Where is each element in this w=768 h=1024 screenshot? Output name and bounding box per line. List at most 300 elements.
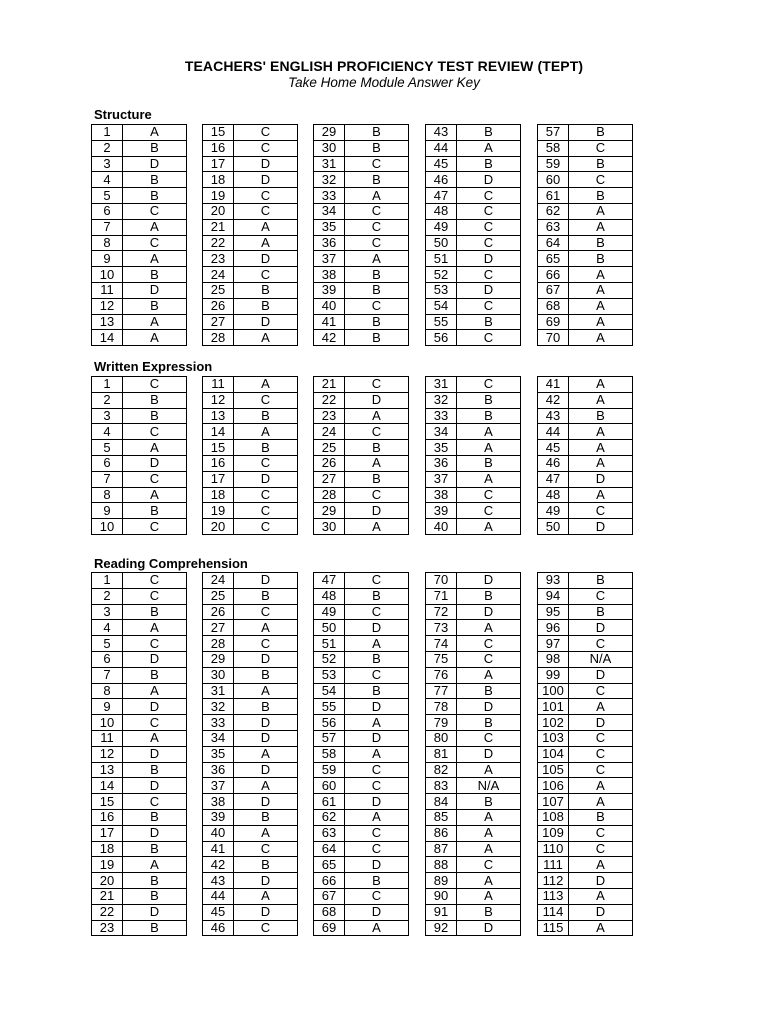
question-number: 104 — [538, 746, 569, 762]
table-row — [314, 904, 409, 920]
question-number: 14 — [92, 330, 123, 346]
table-row — [203, 330, 298, 346]
answer-letter: B — [123, 841, 187, 857]
answer-letter: D — [345, 730, 409, 746]
answer-letter: C — [457, 188, 521, 204]
table-row — [92, 651, 187, 667]
answer-letter: D — [345, 904, 409, 920]
answer-letter: D — [569, 904, 633, 920]
table-row — [92, 314, 187, 330]
table-row — [203, 888, 298, 904]
answer-letter: C — [345, 156, 409, 172]
answer-letter: D — [569, 873, 633, 889]
table-row — [203, 503, 298, 519]
table-row — [426, 156, 521, 172]
answer-letter: C — [569, 841, 633, 857]
answer-letter: A — [569, 857, 633, 873]
table-row — [203, 841, 298, 857]
table-row — [92, 440, 187, 456]
question-number: 44 — [538, 424, 569, 440]
table-row — [203, 667, 298, 683]
table-row — [314, 762, 409, 778]
table-row — [92, 620, 187, 636]
table-row — [538, 298, 633, 314]
table-row — [92, 573, 187, 589]
question-number: 35 — [426, 440, 457, 456]
question-number: 1 — [92, 377, 123, 393]
table-row — [538, 219, 633, 235]
answer-letter: B — [345, 440, 409, 456]
question-number: 1 — [92, 125, 123, 141]
answer-letter: A — [457, 519, 521, 535]
answer-letter: C — [345, 573, 409, 589]
table-row — [538, 330, 633, 346]
answer-letter: B — [345, 125, 409, 141]
table-row — [203, 314, 298, 330]
question-number: 31 — [203, 683, 234, 699]
table-row — [203, 588, 298, 604]
table-row — [92, 873, 187, 889]
table-row — [426, 487, 521, 503]
table-row — [538, 251, 633, 267]
question-number: 49 — [314, 604, 345, 620]
table-row — [92, 188, 187, 204]
answer-letter: D — [123, 455, 187, 471]
table-row — [426, 715, 521, 731]
table-row — [314, 455, 409, 471]
table-row — [92, 203, 187, 219]
answer-table-written-expression-3 — [313, 376, 409, 535]
question-number: 36 — [314, 235, 345, 251]
table-row — [203, 298, 298, 314]
answer-letter: A — [457, 667, 521, 683]
answer-letter: C — [123, 471, 187, 487]
table-row — [426, 651, 521, 667]
table-row — [426, 683, 521, 699]
question-number: 12 — [92, 298, 123, 314]
answer-letter: A — [123, 125, 187, 141]
answer-letter: C — [234, 140, 298, 156]
answer-letter: B — [123, 298, 187, 314]
answer-letter: A — [234, 424, 298, 440]
table-row — [92, 904, 187, 920]
table-row — [92, 683, 187, 699]
answer-letter: D — [457, 573, 521, 589]
table-row — [92, 298, 187, 314]
answer-letter: A — [234, 330, 298, 346]
question-number: 34 — [314, 203, 345, 219]
question-number: 3 — [92, 604, 123, 620]
table-row — [426, 904, 521, 920]
table-row — [92, 235, 187, 251]
table-row — [314, 392, 409, 408]
answer-letter: B — [234, 699, 298, 715]
answer-letter: B — [457, 794, 521, 810]
question-number: 5 — [92, 636, 123, 652]
table-row — [203, 519, 298, 535]
answer-letter: N/A — [457, 778, 521, 794]
table-row — [426, 873, 521, 889]
answer-letter: B — [457, 904, 521, 920]
answer-letter: B — [123, 762, 187, 778]
answer-letter: D — [123, 904, 187, 920]
answer-letter: D — [234, 156, 298, 172]
answer-letter: B — [123, 267, 187, 283]
question-number: 94 — [538, 588, 569, 604]
answer-letter: C — [457, 730, 521, 746]
question-number: 66 — [538, 267, 569, 283]
table-row — [314, 746, 409, 762]
question-number: 100 — [538, 683, 569, 699]
question-number: 46 — [203, 920, 234, 936]
question-number: 20 — [92, 873, 123, 889]
answer-table-structure-3 — [313, 124, 409, 346]
answer-letter: D — [234, 762, 298, 778]
table-row — [314, 330, 409, 346]
question-number: 15 — [203, 125, 234, 141]
question-number: 19 — [92, 857, 123, 873]
answer-letter: B — [345, 651, 409, 667]
answer-letter: A — [569, 219, 633, 235]
question-number: 73 — [426, 620, 457, 636]
answer-letter: A — [457, 841, 521, 857]
answer-letter: C — [123, 377, 187, 393]
answer-letter: B — [123, 408, 187, 424]
question-number: 16 — [203, 140, 234, 156]
table-row — [538, 314, 633, 330]
table-row — [426, 140, 521, 156]
answer-letter: D — [345, 794, 409, 810]
answer-table-structure-2 — [202, 124, 298, 346]
question-number: 109 — [538, 825, 569, 841]
table-row — [314, 794, 409, 810]
answer-letter: C — [234, 519, 298, 535]
question-number: 91 — [426, 904, 457, 920]
table-row — [203, 377, 298, 393]
table-row — [538, 377, 633, 393]
question-number: 12 — [92, 746, 123, 762]
section-label-written-expression: Written Expression — [94, 359, 213, 374]
question-number: 6 — [92, 455, 123, 471]
table-row — [203, 904, 298, 920]
question-number: 77 — [426, 683, 457, 699]
table-row — [92, 471, 187, 487]
answer-letter: D — [234, 873, 298, 889]
answer-letter: A — [569, 392, 633, 408]
question-number: 47 — [538, 471, 569, 487]
table-row — [538, 408, 633, 424]
table-row — [426, 794, 521, 810]
table-row — [203, 140, 298, 156]
answer-letter: C — [345, 298, 409, 314]
table-row — [538, 125, 633, 141]
answer-letter: A — [123, 730, 187, 746]
question-number: 54 — [426, 298, 457, 314]
question-number: 97 — [538, 636, 569, 652]
question-number: 26 — [314, 455, 345, 471]
answer-letter: B — [123, 604, 187, 620]
table-row — [426, 188, 521, 204]
answer-letter: A — [569, 314, 633, 330]
answer-letter: C — [234, 455, 298, 471]
answer-letter: A — [569, 794, 633, 810]
table-row — [538, 392, 633, 408]
answer-letter: D — [345, 620, 409, 636]
table-row — [314, 377, 409, 393]
table-row — [538, 604, 633, 620]
table-row — [314, 219, 409, 235]
table-row — [314, 620, 409, 636]
table-row — [92, 730, 187, 746]
table-row — [92, 330, 187, 346]
table-row — [203, 636, 298, 652]
answer-letter: A — [234, 825, 298, 841]
question-number: 21 — [314, 377, 345, 393]
question-number: 48 — [426, 203, 457, 219]
table-row — [203, 267, 298, 283]
answer-letter: A — [345, 519, 409, 535]
question-number: 86 — [426, 825, 457, 841]
question-number: 82 — [426, 762, 457, 778]
table-row — [92, 825, 187, 841]
answer-table-written-expression-5 — [537, 376, 633, 535]
question-number: 52 — [426, 267, 457, 283]
question-number: 3 — [92, 156, 123, 172]
question-number: 64 — [314, 841, 345, 857]
question-number: 29 — [203, 651, 234, 667]
question-number: 75 — [426, 651, 457, 667]
table-row — [203, 920, 298, 936]
answer-letter: B — [345, 282, 409, 298]
table-row — [314, 841, 409, 857]
question-number: 101 — [538, 699, 569, 715]
question-number: 16 — [203, 455, 234, 471]
answer-letter: C — [345, 888, 409, 904]
question-number: 13 — [203, 408, 234, 424]
answer-letter: C — [345, 424, 409, 440]
table-row — [203, 455, 298, 471]
answer-letter: A — [234, 235, 298, 251]
answer-letter: A — [569, 330, 633, 346]
question-number: 90 — [426, 888, 457, 904]
table-row — [92, 267, 187, 283]
table-row — [426, 298, 521, 314]
table-row — [538, 487, 633, 503]
table-row — [92, 667, 187, 683]
question-number: 23 — [203, 251, 234, 267]
question-number: 30 — [203, 667, 234, 683]
answer-letter: C — [123, 715, 187, 731]
question-number: 26 — [203, 604, 234, 620]
answer-letter: C — [457, 267, 521, 283]
page-title: TEACHERS' ENGLISH PROFICIENCY TEST REVIEW (TEPT) — [184, 58, 584, 74]
table-row — [314, 314, 409, 330]
question-number: 37 — [426, 471, 457, 487]
answer-letter: C — [345, 235, 409, 251]
answer-letter: C — [123, 636, 187, 652]
question-number: 95 — [538, 604, 569, 620]
question-number: 67 — [314, 888, 345, 904]
answer-letter: B — [345, 267, 409, 283]
table-row — [426, 172, 521, 188]
question-number: 20 — [203, 519, 234, 535]
question-number: 103 — [538, 730, 569, 746]
question-number: 37 — [203, 778, 234, 794]
answer-letter: A — [123, 487, 187, 503]
answer-letter: D — [123, 746, 187, 762]
question-number: 19 — [203, 503, 234, 519]
answer-letter: B — [234, 440, 298, 456]
table-row — [426, 219, 521, 235]
question-number: 39 — [314, 282, 345, 298]
answer-letter: A — [457, 140, 521, 156]
table-row — [92, 588, 187, 604]
answer-letter: B — [457, 125, 521, 141]
table-row — [92, 377, 187, 393]
table-row — [314, 730, 409, 746]
question-number: 15 — [92, 794, 123, 810]
question-number: 50 — [426, 235, 457, 251]
table-row — [426, 888, 521, 904]
question-number: 71 — [426, 588, 457, 604]
question-number: 35 — [314, 219, 345, 235]
question-number: 106 — [538, 778, 569, 794]
question-number: 80 — [426, 730, 457, 746]
answer-letter: A — [569, 377, 633, 393]
question-number: 42 — [314, 330, 345, 346]
answer-letter: C — [234, 636, 298, 652]
question-number: 56 — [426, 330, 457, 346]
answer-letter: A — [123, 620, 187, 636]
question-number: 47 — [314, 573, 345, 589]
table-row — [538, 156, 633, 172]
table-row — [538, 188, 633, 204]
table-row — [92, 487, 187, 503]
question-number: 78 — [426, 699, 457, 715]
answer-letter: B — [123, 503, 187, 519]
answer-letter: B — [123, 392, 187, 408]
answer-letter: D — [234, 573, 298, 589]
table-row — [426, 857, 521, 873]
question-number: 22 — [92, 904, 123, 920]
answer-letter: B — [345, 471, 409, 487]
question-number: 10 — [92, 267, 123, 283]
question-number: 50 — [314, 620, 345, 636]
question-number: 99 — [538, 667, 569, 683]
answer-letter: C — [345, 762, 409, 778]
table-row — [203, 778, 298, 794]
answer-letter: B — [457, 156, 521, 172]
question-number: 9 — [92, 503, 123, 519]
question-number: 15 — [203, 440, 234, 456]
question-number: 22 — [203, 235, 234, 251]
question-number: 37 — [314, 251, 345, 267]
table-row — [314, 440, 409, 456]
answer-letter: C — [569, 588, 633, 604]
question-number: 23 — [314, 408, 345, 424]
question-number: 51 — [314, 636, 345, 652]
answer-letter: C — [569, 746, 633, 762]
answer-letter: D — [569, 519, 633, 535]
table-row — [538, 519, 633, 535]
answer-letter: C — [345, 778, 409, 794]
table-row — [538, 471, 633, 487]
answer-letter: A — [569, 424, 633, 440]
question-number: 54 — [314, 683, 345, 699]
answer-letter: A — [123, 314, 187, 330]
table-row — [314, 873, 409, 889]
question-number: 28 — [203, 330, 234, 346]
table-row — [426, 440, 521, 456]
answer-letter: C — [457, 503, 521, 519]
table-row — [314, 825, 409, 841]
question-number: 58 — [538, 140, 569, 156]
table-row — [203, 809, 298, 825]
table-row — [426, 620, 521, 636]
table-row — [203, 683, 298, 699]
answer-letter: C — [234, 920, 298, 936]
table-row — [203, 794, 298, 810]
question-number: 6 — [92, 203, 123, 219]
answer-letter: D — [345, 392, 409, 408]
question-number: 67 — [538, 282, 569, 298]
answer-letter: A — [457, 825, 521, 841]
table-row — [314, 778, 409, 794]
answer-letter: C — [569, 683, 633, 699]
answer-letter: A — [569, 298, 633, 314]
answer-letter: D — [123, 825, 187, 841]
answer-letter: D — [234, 651, 298, 667]
answer-letter: D — [457, 172, 521, 188]
answer-letter: C — [234, 203, 298, 219]
answer-letter: B — [123, 172, 187, 188]
question-number: 13 — [92, 762, 123, 778]
table-row — [314, 156, 409, 172]
table-row — [538, 699, 633, 715]
table-row — [92, 519, 187, 535]
answer-letter: C — [457, 487, 521, 503]
question-number: 25 — [203, 282, 234, 298]
question-number: 8 — [92, 235, 123, 251]
question-number: 18 — [203, 172, 234, 188]
answer-letter: C — [569, 140, 633, 156]
question-number: 34 — [426, 424, 457, 440]
answer-letter: D — [234, 251, 298, 267]
question-number: 40 — [426, 519, 457, 535]
question-number: 56 — [314, 715, 345, 731]
question-number: 41 — [314, 314, 345, 330]
answer-letter: A — [457, 471, 521, 487]
question-number: 57 — [538, 125, 569, 141]
question-number: 2 — [92, 140, 123, 156]
question-number: 2 — [92, 588, 123, 604]
answer-letter: A — [457, 888, 521, 904]
answer-letter: A — [234, 620, 298, 636]
answer-letter: A — [569, 487, 633, 503]
answer-letter: A — [234, 746, 298, 762]
answer-letter: B — [123, 188, 187, 204]
question-number: 24 — [203, 573, 234, 589]
question-number: 70 — [426, 573, 457, 589]
question-number: 43 — [203, 873, 234, 889]
table-row — [538, 651, 633, 667]
table-row — [314, 636, 409, 652]
answer-letter: B — [569, 809, 633, 825]
question-number: 31 — [314, 156, 345, 172]
answer-letter: B — [569, 188, 633, 204]
question-number: 115 — [538, 920, 569, 936]
answer-letter: C — [457, 219, 521, 235]
